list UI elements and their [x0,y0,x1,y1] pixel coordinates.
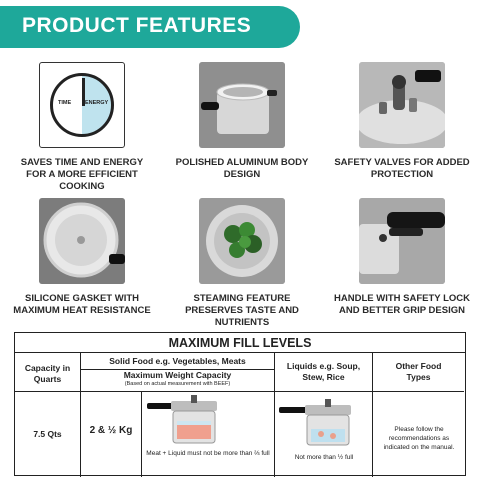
feature-safety-valves [322,62,480,181]
feature-label: HANDLE WITH SAFETY LOCK AND BETTER GRIP DESIGN [334,293,470,316]
max-weight-note: (Based on actual measurement with BEEF) [124,381,231,387]
max-weight-header: Maximum Weight Capacity [123,370,232,380]
capacity-column [15,353,81,477]
other-food-header: Other Food Types [395,361,442,382]
cooker-liquid-icon [279,399,369,454]
clock-energy-label: ENERGY [85,100,109,106]
feature-label: SAVES TIME AND ENERGY FOR A MORE EFFICIENT COOKING [20,157,144,192]
feature-label: POLISHED ALUMINUM BODY DESIGN [175,157,309,180]
valves-photo [359,62,445,148]
capacity-value: 7.5 Qts [33,429,62,439]
pot-photo [199,62,285,148]
solid-food-column [81,353,275,477]
liquids-column [275,353,373,477]
feature-handle-lock [322,198,480,317]
other-food-note: Please follow the recommendations as indicated on the manual. [383,426,455,451]
handle-photo [359,198,445,284]
steamed-broccoli-photo [199,198,285,284]
feature-label: SAFETY VALVES FOR ADDED PROTECTION [334,157,470,180]
capacity-header: Capacity in Quarts [24,363,71,384]
page-title: PRODUCT FEATURES [22,14,252,37]
fill-levels-title: MAXIMUM FILL LEVELS [15,333,465,353]
solid-food-header: Solid Food e.g. Vegetables, Meats [81,353,274,370]
feature-aluminum-body [162,62,322,181]
feature-time-energy [2,62,162,193]
product-features-banner [0,6,300,48]
other-food-column [373,353,464,477]
feature-label: STEAMING FEATURE PRESERVES TASTE AND NUTRIENTS [185,293,299,328]
weight-value: 2 & ½ Kg [89,425,133,436]
liquids-header: Liquids e.g. Soup, Stew, Rice [286,361,361,382]
lid-gasket-photo [39,198,125,284]
cooker-solid-icon [147,395,231,452]
clock-time-label: TIME [58,100,72,106]
clock-energy-icon [39,62,125,148]
liquid-fill-note: Not more than ½ full [294,454,354,461]
feature-label: SILICONE GASKET WITH MAXIMUM HEAT RESISTANCE [13,293,151,316]
solid-fill-note: Meat + Liquid must not be more than ⅔ full [146,450,270,457]
feature-steaming [162,198,322,329]
fill-levels-table [14,332,466,476]
feature-silicone-gasket [2,198,162,317]
